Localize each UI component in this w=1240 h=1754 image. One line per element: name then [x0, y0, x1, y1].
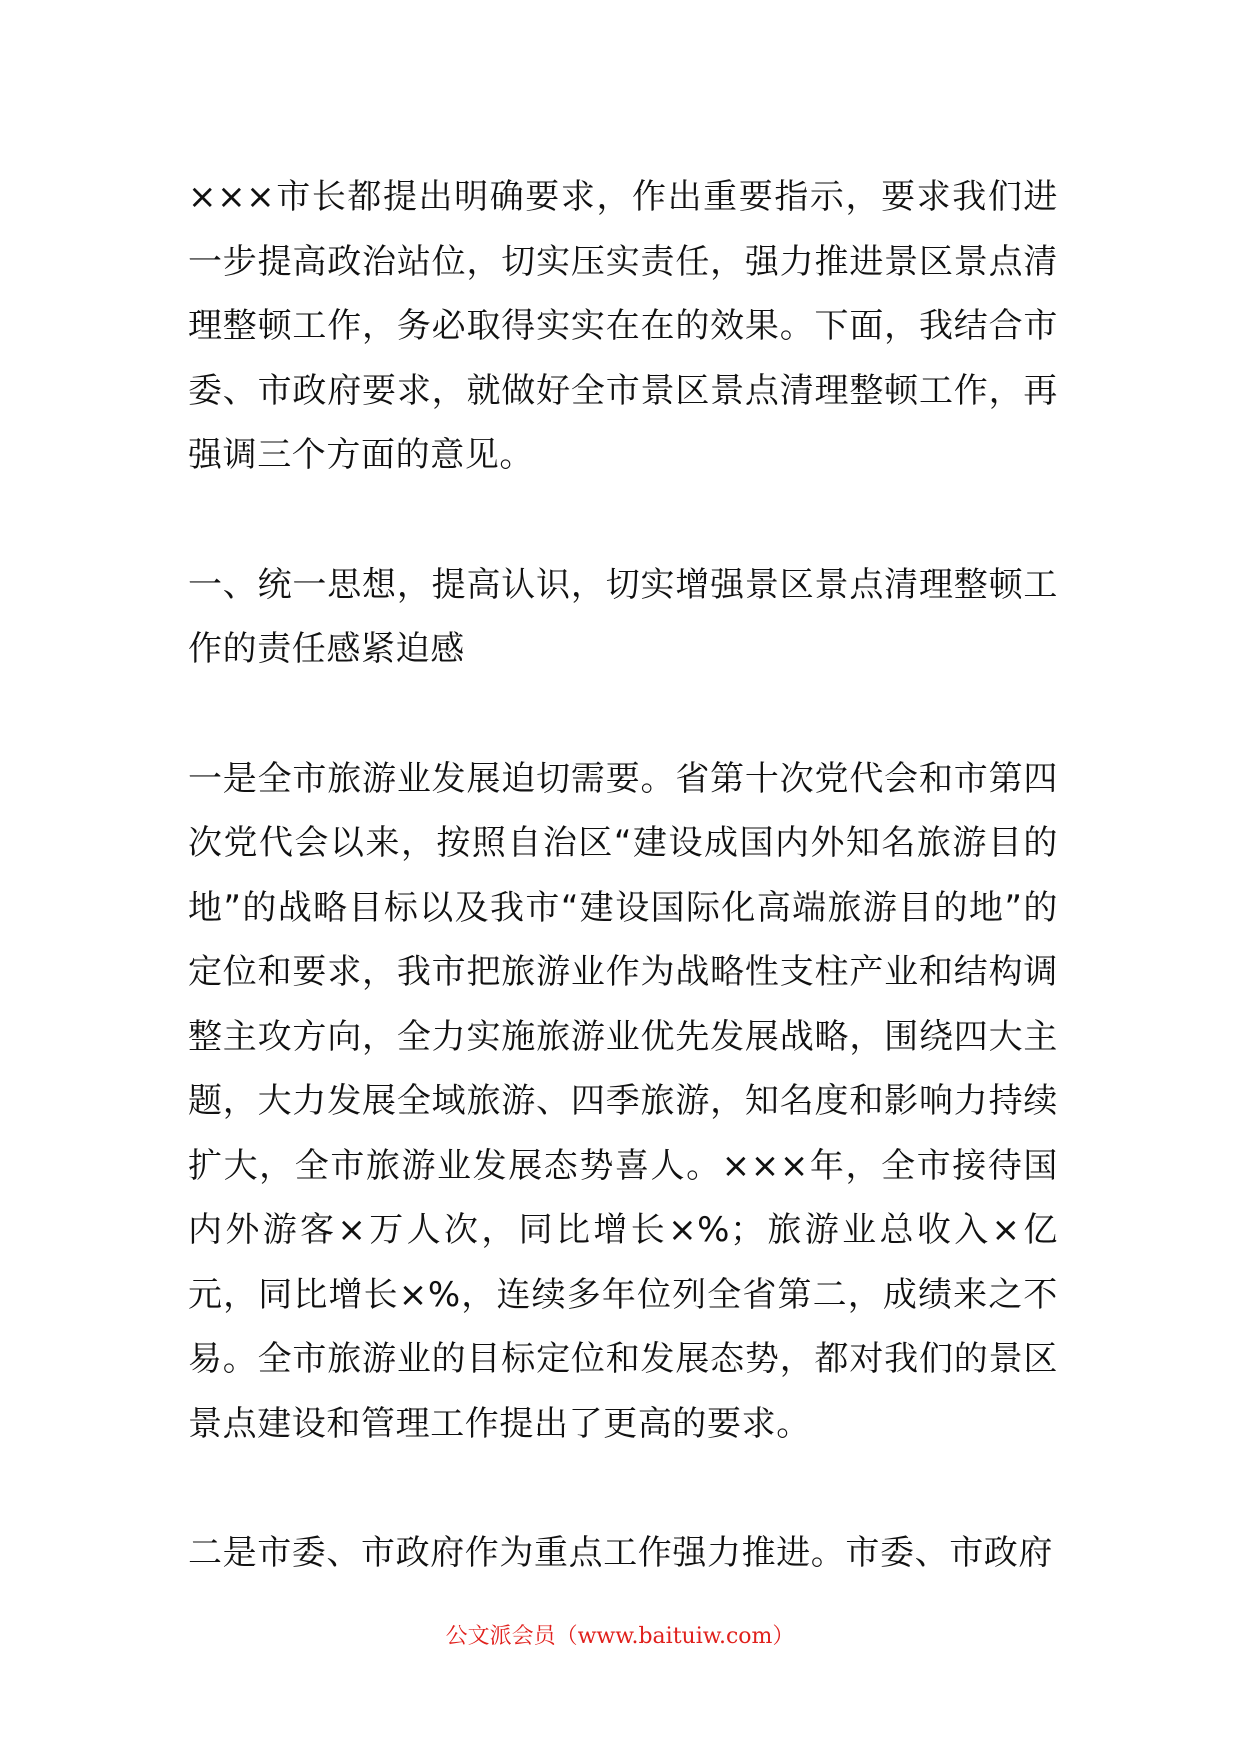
section-heading-1: 一、统一思想，提高认识，切实增强景区景点清理整顿工作的责任感紧迫感 [188, 564, 1058, 669]
paragraph-spacer [188, 682, 1058, 747]
paragraph-point-1: 一是全市旅游业发展迫切需要。省第十次党代会和市第四次党代会以来，按照自治区“建设成国内外知名旅游目的地”的战略目标以及我市“建设国际化高端旅游目的地”的定位和要求，我市把旅游业作为战略性支柱产业和结构调整主攻方向，全力实施旅游业优先发展战略，围绕四大主题，大力发展全域旅游、四季旅游，知名度和影响力持续扩大，全市旅游业发展态势喜人。×××年，全市接待国内外游客×万人次，同比增长×%；旅游业总收入×亿元，同比增长×%，连续多年位列全省第二，成绩来之不易。全市旅游业的目标定位和发展态势，都对我们的景区景点建设和管理工作提出了更高的要求。 [188, 758, 1058, 1444]
document-body [188, 165, 1058, 1586]
paragraph-spacer [188, 1456, 1058, 1521]
paragraph-intro: ×××市长都提出明确要求，作出重要指示，要求我们进一步提高政治站位，切实压实责任，强力推进景区景点清理整顿工作，务必取得实实在在的效果。下面，我结合市委、市政府要求，就做好全市景区景点清理整顿工作，再强调三个方面的意见。 [188, 177, 1058, 475]
paragraph-spacer [188, 488, 1058, 553]
paragraph-point-2: 二是市委、市政府作为重点工作强力推进。市委、市政府 [188, 1533, 1053, 1573]
footer-watermark: 公文派会员（www.baituiw.com） [445, 1624, 795, 1649]
